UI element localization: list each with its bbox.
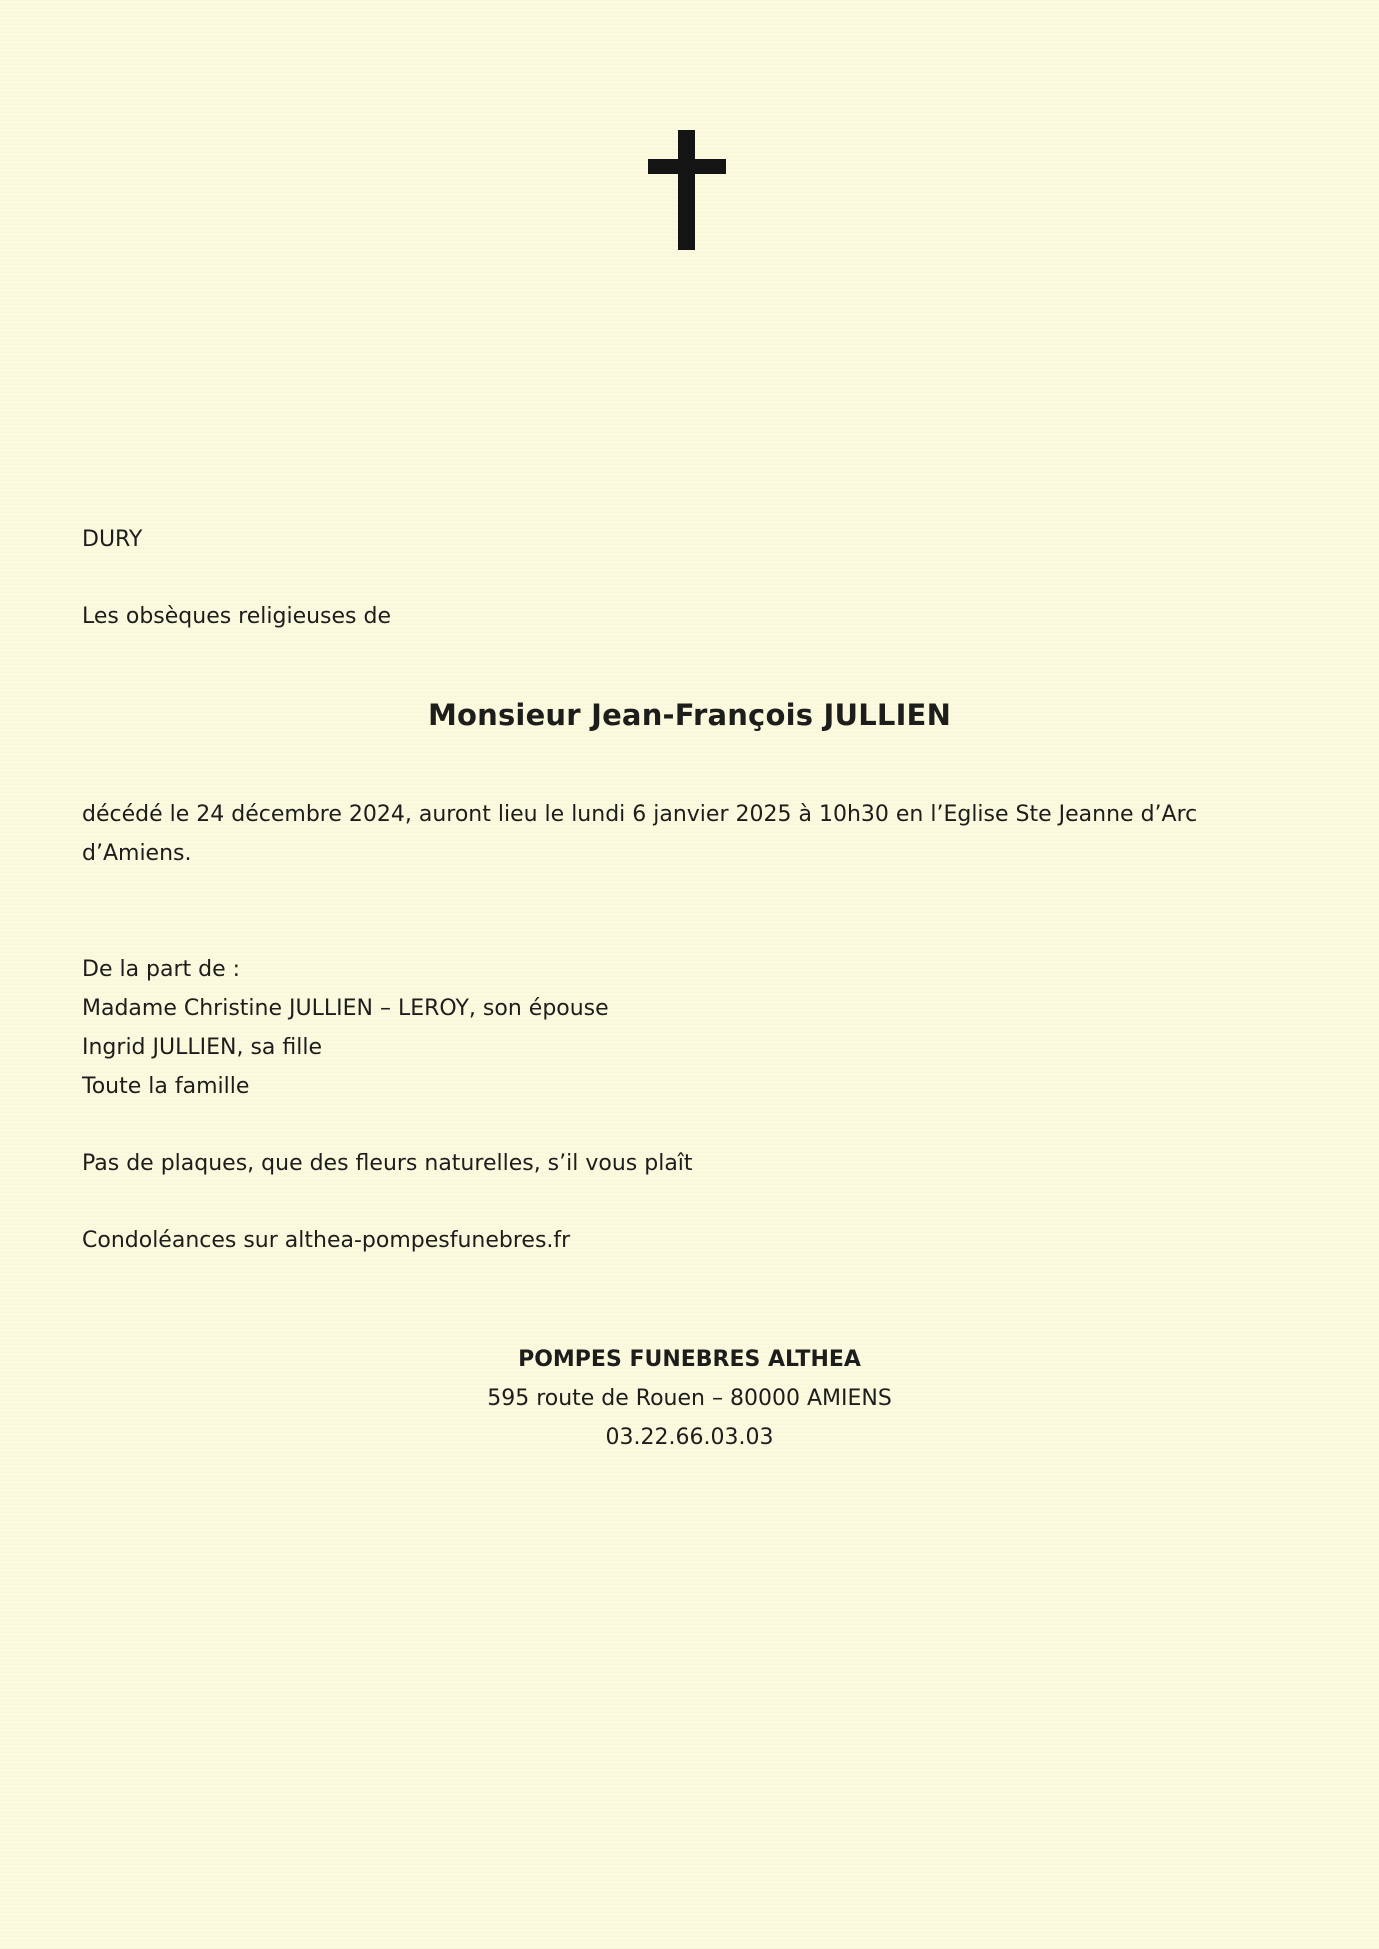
condolences-text: Condoléances sur althea-pompesfunebres.fr <box>82 1228 571 1253</box>
details-line-1: décédé le 24 décembre 2024, auront lieu le lundi 6 janvier 2025 à 10h30 en l’Eglise Ste Jeanne d’Arc <box>82 802 1198 827</box>
family-member: Ingrid JULLIEN, sa fille <box>82 1035 323 1060</box>
family-list <box>82 950 609 1106</box>
company-address: 595 route de Rouen – 80000 AMIENS <box>487 1386 892 1411</box>
company-name: POMPES FUNEBRES ALTHEA <box>518 1347 861 1372</box>
cross-icon <box>648 130 726 250</box>
family-member: Toute la famille <box>82 1074 250 1099</box>
town-label: DURY <box>82 527 143 552</box>
intro-text: Les obsèques religieuses de <box>82 604 392 629</box>
details-line-2: d’Amiens. <box>82 841 192 866</box>
from-heading: De la part de : <box>82 957 241 982</box>
family-member: Madame Christine JULLIEN – LEROY, son épouse <box>82 996 609 1021</box>
deceased-name: Monsieur Jean-François JULLIEN <box>427 698 952 732</box>
flowers-note: Pas de plaques, que des fleurs naturelles, s’il vous plaît <box>82 1151 693 1176</box>
details-paragraph <box>82 795 1232 873</box>
funeral-home-footer <box>0 1340 1379 1457</box>
company-phone: 03.22.66.03.03 <box>605 1425 774 1450</box>
